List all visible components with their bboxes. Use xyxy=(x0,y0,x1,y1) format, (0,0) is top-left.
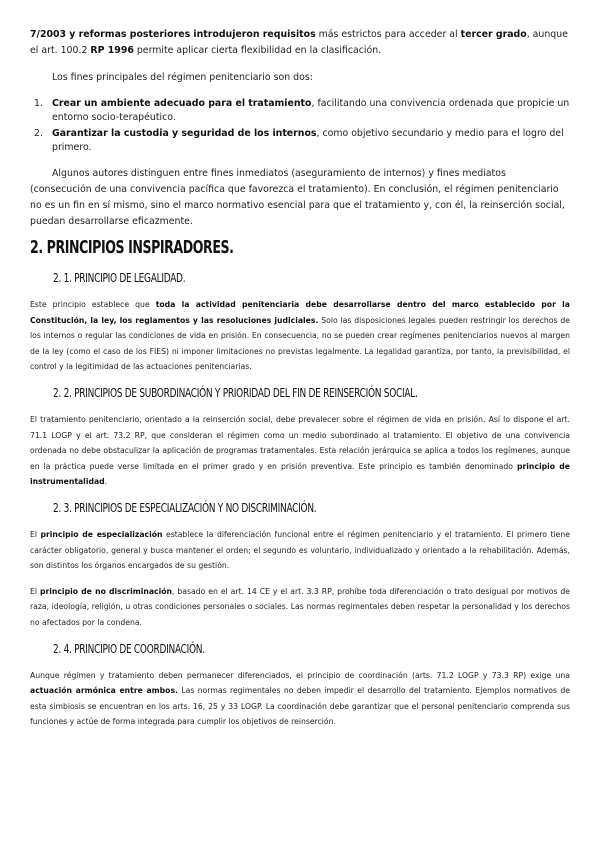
conclusion-paragraph: Algunos autores distinguen entre fines inmediatos (aseguramiento de internos) y fines mediatos (consecución de una convivencia pacífica que favorezca el tratamiento). En conclusión, el régimen penitenciario no es un fin en sí mismo, sino el marco normativo esencial para que el tratamiento y, con él, la reinserción social, puedan desarrollarse eficazmente. xyxy=(30,168,565,227)
text-span: establece la diferenciación funcional entre el régimen penitenciario y el tratamiento. El primero tiene carácter obligatorio, general y busca mantener el orden; el segundo es voluntario, individualizado y orientado a la rehabilitación. Además, son distintos los órganos encargados de su gestión. xyxy=(30,529,570,571)
list-item xyxy=(30,127,570,154)
bold-text: RP 1996 xyxy=(90,45,134,56)
subsection-title-specialization: 2. 3. PRINCIPIOS DE ESPECIALIZACIÓN Y NO DISCRIMINACIÓN. xyxy=(53,499,317,515)
subordination-paragraph xyxy=(30,412,570,490)
text-span: Solo las disposiciones legales pueden restringir los derechos de los internos o regular las condiciones de vida en prisión. En consecuencia, no se pueden crear regímenes penitenciarios nuevos al margen de la ley (como el caso de los FIES) ni imponer limitaciones no previstas legalmente. La legalidad garantiza, por tanto, la previsibilidad, el control y la legitimidad de las actuaciones penitenciarias. xyxy=(30,315,570,372)
text-span: Aunque régimen y tratamiento deben permanecer diferenciados, el principio de coordinación (arts. 71.2 LOGP y 73.3 RP) exige una xyxy=(30,670,570,680)
bold-text: principio de especialización xyxy=(40,529,163,539)
bold-text: toda la actividad penitenciaria debe desarrollarse dentro del marco establecido por la Constitución, la ley, los reglamentos y las resoluciones judiciales. xyxy=(30,300,570,325)
bold-text: 7/2003 y reformas posteriores introdujeron requisitos xyxy=(30,29,316,40)
bold-text: Crear un ambiente adecuado para el tratamiento xyxy=(52,98,312,109)
bold-text: tercer grado xyxy=(460,29,527,40)
intro-paragraph xyxy=(30,27,570,59)
bold-text: actuación armónica entre ambos. xyxy=(30,686,178,696)
coordination-paragraph xyxy=(30,668,570,730)
bold-text: principio de instrumentalidad xyxy=(30,461,570,487)
list-number: 1. xyxy=(34,98,43,109)
specialization-paragraph xyxy=(30,527,570,574)
bold-text: principio de no discriminación xyxy=(39,586,172,596)
text-span: , basado en el art. 14 CE y el art. 3.3 RP, prohíbe toda diferenciación o trato desigual por motivos de raza, ideología, religión, u otras condiciones personales o sociales. Las normas regimentales deben respetar la personalidad y los derechos no afectados por la condena. xyxy=(30,586,570,627)
text-span: , como objetivo secundario y medio para el logro del primero. xyxy=(52,128,564,153)
text-span: El tratamiento penitenciario, orientado a la reinserción social, debe prevalecer sobre el régimen de vida en prisión. Así lo dispone el art. 71.1 LOGP y el art. 73.2 RP, que consideran el régimen como un medio subordinado al tratamiento. El objetivo de una convivencia ordenada no debe obstaculizar la aplicación de programas tratamentales. Esta relación jerárquica se aplica a todos los regímenes, aunque en la práctica puede verse limitada en el primer grado y en prisión preventiva. Este principio es también denominado xyxy=(30,414,570,471)
bold-text: Garantizar la custodia y seguridad de los internos xyxy=(52,128,317,139)
subsection-title-legality: 2. 1. PRINCIPIO DE LEGALIDAD. xyxy=(53,270,186,285)
text-span: permite aplicar cierta flexibilidad en la clasificación. xyxy=(133,45,382,56)
text-span: más estrictos para acceder al xyxy=(315,29,461,40)
text-span: , aunque el art. 100.2 xyxy=(30,29,568,56)
list-item xyxy=(30,97,570,124)
aims-list xyxy=(30,97,570,154)
text-span: El xyxy=(30,586,40,596)
text-span: Las normas regimentales no deben impedir el desarrollo del tratamiento. Ejemplos normativos de esta simbiosis se encuentran en los arts. 16, 25 y 33 LOGP. La coordinación debe garantizar que el personal penitenciario comprenda sus funciones y actúe de forma integrada para cumplir los objetivos de reinserción. xyxy=(30,686,570,727)
subsection-title-subordination: 2. 2. PRINCIPIOS DE SUBORDINACIÓN Y PRIORIDAD DEL FIN DE REINSERCIÓN SOCIAL. xyxy=(53,384,418,400)
text-span: , facilitando una convivencia ordenada que propicie un entorno socio-terapéutico. xyxy=(52,98,570,123)
text-span: Este principio establece que xyxy=(30,300,156,309)
subsection-title-coordination: 2. 4. PRINCIPIO DE COORDINACIÓN. xyxy=(53,640,205,656)
legality-paragraph xyxy=(30,297,570,375)
text-span: El xyxy=(30,529,41,539)
list-number: 2. xyxy=(34,128,43,139)
section-title: 2. PRINCIPIOS INSPIRADORES. xyxy=(30,238,234,258)
non-discrimination-paragraph xyxy=(30,584,570,631)
aims-intro-paragraph: Los fines principales del régimen penitenciario son dos: xyxy=(52,72,313,83)
text-span: . xyxy=(104,477,108,487)
